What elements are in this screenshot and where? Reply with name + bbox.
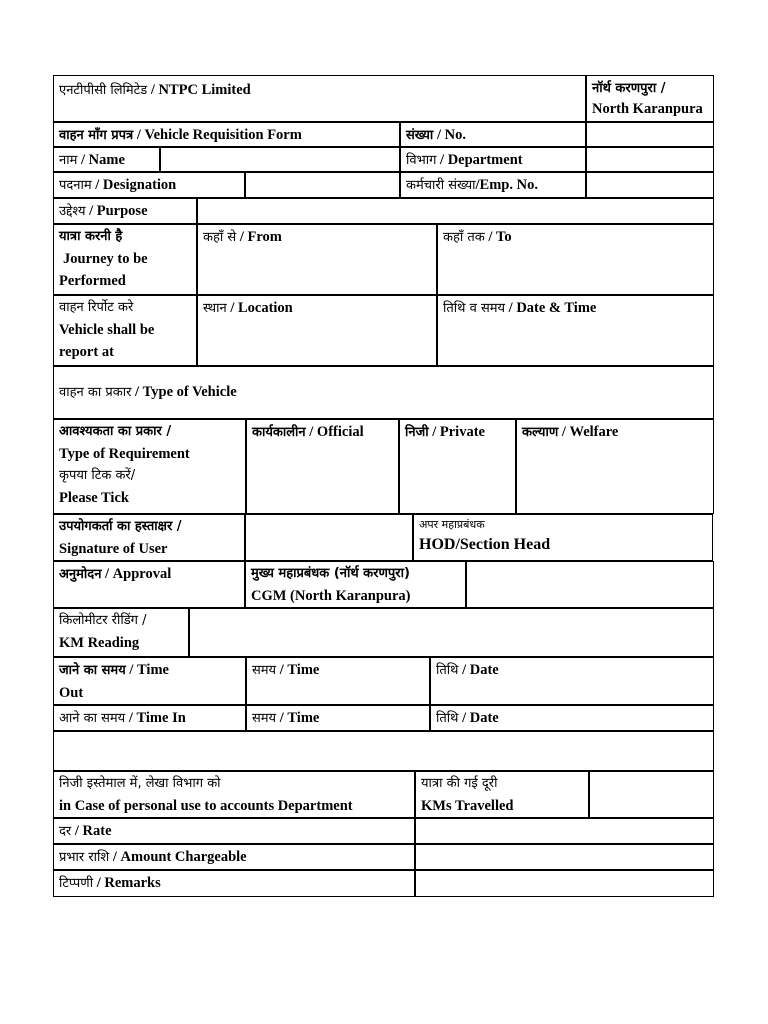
number-field[interactable]	[586, 122, 714, 147]
org-name-cell	[53, 75, 586, 122]
km-reading-hindi: किलोमीटर रीडिंग /	[59, 613, 147, 628]
name-label-cell	[53, 147, 160, 172]
rate-hindi: दर	[59, 824, 72, 839]
approval-english: / Approval	[105, 566, 172, 582]
time-in-hindi: आने का समय	[59, 711, 126, 726]
designation-english: / Designation	[95, 177, 177, 193]
hod-signature-field[interactable]	[413, 514, 713, 561]
location-hindi: नॉर्थ करणपुरा /	[592, 81, 666, 96]
amount-field[interactable]	[415, 844, 714, 870]
name-hindi: नाम	[59, 153, 78, 168]
cgm-cell	[245, 561, 466, 608]
form-title-english: / Vehicle Requisition Form	[136, 127, 302, 143]
location-label-english: / Location	[230, 300, 293, 316]
time-out-date-hindi: तिथि	[436, 663, 459, 678]
datetime-hindi: तिथि व समय	[443, 301, 506, 316]
requirement-english: Type of Requirement	[59, 446, 190, 462]
amount-label-cell	[53, 844, 415, 870]
report-hindi: वाहन रिर्पोट करे	[59, 300, 134, 315]
rate-english: / Rate	[74, 823, 112, 839]
blank-row	[53, 731, 714, 771]
emp-no-label-cell	[400, 172, 586, 198]
time-out-time-field[interactable]	[246, 657, 430, 705]
personal-use-label-cell	[53, 771, 415, 818]
km-travelled-english: KMs Travelled	[421, 798, 514, 814]
official-hindi: कार्यकालीन	[252, 425, 306, 440]
number-hindi: संख्या	[406, 128, 434, 143]
tick-english: Please Tick	[59, 490, 129, 506]
org-name-english: / NTPC Limited	[150, 82, 251, 98]
vehicle-type-hindi: वाहन का प्रकार	[59, 385, 132, 400]
personal-use-hindi: निजी इस्तेमाल में, लेखा विभाग को	[59, 776, 221, 791]
department-hindi: विभाग	[406, 153, 437, 168]
department-field[interactable]	[586, 147, 714, 172]
time-in-date-hindi: तिथि	[436, 711, 459, 726]
cgm-english: CGM (North Karanpura)	[251, 588, 411, 604]
department-english: / Department	[440, 152, 523, 168]
km-travelled-hindi: यात्रा की गई दूरी	[421, 776, 498, 791]
welfare-english: / Welfare	[561, 424, 619, 440]
time-out-date-english: / Date	[462, 662, 499, 678]
time-in-date-field[interactable]	[430, 705, 714, 731]
time-in-time-hindi: समय	[252, 711, 277, 726]
location-cell	[586, 75, 714, 122]
official-english: / Official	[309, 424, 364, 440]
report-english-2: report at	[59, 344, 114, 360]
time-in-time-english: / Time	[279, 710, 320, 726]
personal-use-english: in Case of personal use to accounts Department	[59, 798, 353, 814]
hod-hindi: अपर महाप्रबंधक	[419, 518, 485, 531]
welfare-option[interactable]	[516, 419, 714, 514]
datetime-english: / Date & Time	[508, 300, 597, 316]
time-out-hindi: जाने का समय	[59, 663, 126, 678]
amount-hindi: प्रभार राशि	[59, 850, 110, 865]
journey-from-field[interactable]	[197, 224, 437, 295]
designation-label-cell	[53, 172, 245, 198]
approval-label-cell	[53, 561, 245, 608]
approval-hindi: अनुमोदन	[59, 567, 102, 582]
user-signature-english: Signature of User	[59, 541, 168, 557]
user-signature-label-cell	[53, 514, 245, 561]
number-label-cell	[400, 122, 586, 147]
journey-hindi: यात्रा करनी है	[59, 229, 123, 244]
user-signature-field[interactable]	[245, 514, 413, 561]
designation-field[interactable]	[245, 172, 400, 198]
form-title-cell	[53, 122, 400, 147]
journey-english-2: Performed	[59, 273, 126, 289]
name-english: / Name	[80, 152, 125, 168]
requirement-label-cell	[53, 419, 246, 514]
vehicle-type-field[interactable]	[53, 366, 714, 419]
km-travelled-label-cell	[415, 771, 589, 818]
from-hindi: कहाँ से	[203, 230, 237, 245]
emp-no-english: /Emp. No.	[475, 177, 538, 193]
form-title-hindi: वाहन माँग प्रपत्र	[59, 128, 134, 143]
org-name-hindi: एनटीपीसी लिमिटेड	[59, 83, 148, 98]
remarks-label-cell	[53, 870, 415, 897]
approval-signature-field[interactable]	[466, 561, 714, 608]
report-location-field[interactable]	[197, 295, 437, 366]
to-hindi: कहाँ तक	[443, 230, 485, 245]
time-in-time-field[interactable]	[246, 705, 430, 731]
emp-no-hindi: कर्मचारी संख्या	[406, 178, 476, 193]
remarks-hindi: टिप्पणी	[59, 876, 94, 891]
purpose-field[interactable]	[197, 198, 714, 224]
rate-field[interactable]	[415, 818, 714, 844]
time-in-english: / Time In	[128, 710, 186, 726]
tick-hindi: कृपया टिक करें/	[59, 468, 136, 483]
emp-no-field[interactable]	[586, 172, 714, 198]
hod-english: HOD/Section Head	[419, 536, 551, 553]
official-option[interactable]	[246, 419, 399, 514]
report-datetime-field[interactable]	[437, 295, 714, 366]
rate-label-cell	[53, 818, 415, 844]
cgm-hindi: मुख्य महाप्रबंधक (नॉर्थ करणपुरा)	[251, 566, 410, 581]
private-option[interactable]	[399, 419, 516, 514]
time-out-english-2: Out	[59, 685, 84, 701]
report-english-1: Vehicle shall be	[59, 322, 155, 338]
report-label-cell	[53, 295, 197, 366]
time-out-time-english: / Time	[279, 662, 320, 678]
remarks-field[interactable]	[415, 870, 714, 897]
purpose-label-cell	[53, 198, 197, 224]
name-field[interactable]	[160, 147, 400, 172]
vehicle-type-english: / Type of Vehicle	[135, 384, 237, 400]
time-in-label-cell	[53, 705, 246, 731]
requirement-hindi: आवश्यकता का प्रकार /	[59, 424, 172, 439]
time-out-date-field[interactable]	[430, 657, 714, 705]
time-out-english-1: / Time	[129, 662, 169, 678]
time-out-time-hindi: समय	[252, 663, 277, 678]
to-english: / To	[488, 229, 512, 245]
time-out-label-cell	[53, 657, 246, 705]
km-reading-english: KM Reading	[59, 635, 140, 651]
location-label-hindi: स्थान	[203, 301, 227, 316]
remarks-english: / Remarks	[96, 875, 161, 891]
welfare-hindi: कल्याण	[522, 425, 559, 440]
private-english: / Private	[432, 424, 485, 440]
department-label-cell	[400, 147, 586, 172]
km-reading-field[interactable]	[189, 608, 714, 657]
location-english: North Karanpura	[592, 101, 703, 117]
journey-label-cell	[53, 224, 197, 295]
purpose-english: / Purpose	[89, 203, 148, 219]
journey-to-field[interactable]	[437, 224, 714, 295]
km-reading-label-cell	[53, 608, 189, 657]
journey-english-1: Journey to be	[63, 251, 148, 267]
amount-english: / Amount Chargeable	[112, 849, 247, 865]
purpose-hindi: उद्देश्य	[59, 204, 86, 219]
private-hindi: निजी	[405, 425, 429, 440]
time-in-date-english: / Date	[462, 710, 499, 726]
user-signature-hindi: उपयोगकर्ता का हस्ताक्षर /	[59, 519, 182, 534]
designation-hindi: पदनाम	[59, 178, 92, 193]
number-english: / No.	[436, 127, 466, 143]
from-english: / From	[239, 229, 282, 245]
km-travelled-field[interactable]	[589, 771, 714, 818]
